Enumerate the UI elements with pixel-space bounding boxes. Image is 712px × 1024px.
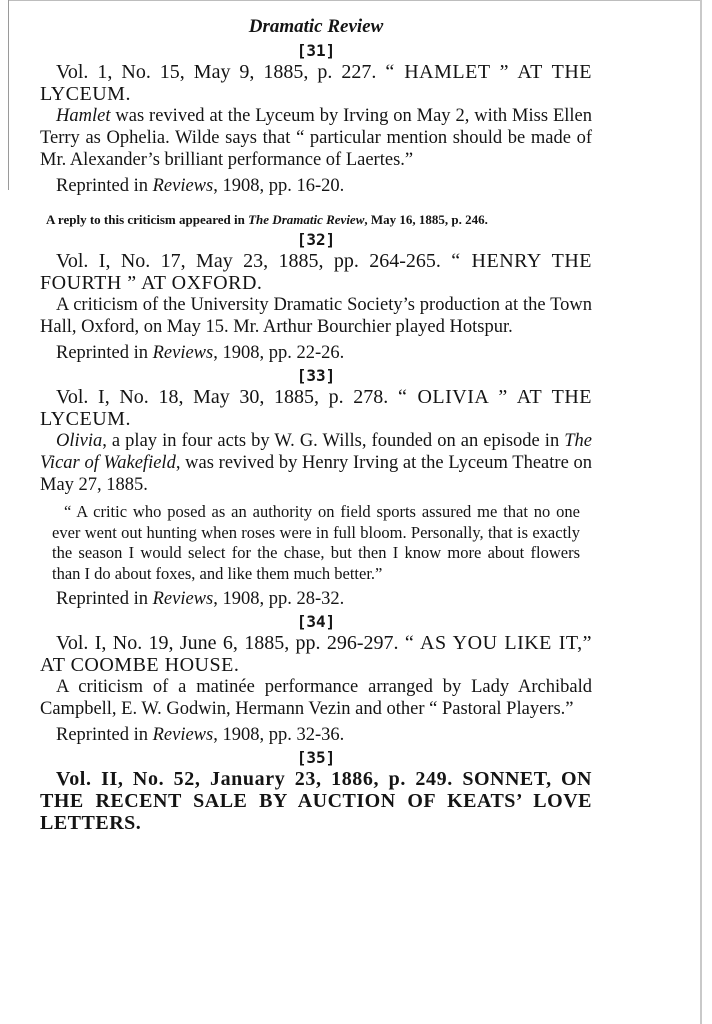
entry-description: A criticism of a matinée performance arranged by Lady Archibald Campbell, E. W. Godwin, Hermann Vezin and other “ Pastoral Players.”	[40, 677, 592, 719]
bibliography-page	[40, 16, 592, 834]
note-journal: The Dramatic Review	[248, 212, 365, 227]
reprint-title: Reviews	[152, 725, 214, 745]
reprint-line	[40, 724, 592, 746]
top-edge-rule	[8, 0, 702, 1]
entry-number: [31]	[296, 41, 336, 60]
reprint-pages: , 1908, pp. 28-32.	[213, 589, 345, 609]
heading-title: “ HAMLET ” AT THE LYCEUM.	[40, 61, 592, 105]
entry-34	[40, 612, 592, 746]
reprint-prefix: Reprinted in	[56, 725, 153, 745]
entry-heading	[40, 61, 592, 105]
reprint-prefix: Reprinted in	[56, 343, 153, 363]
footnote	[40, 211, 592, 228]
heading-citation: Vol. I, No. 18, May 30, 1885, p. 278.	[56, 386, 389, 408]
entry-heading	[40, 386, 592, 430]
heading-citation: Vol. I, No. 19, June 6, 1885, pp. 296-297.	[56, 632, 399, 654]
entry-description	[40, 430, 592, 496]
reprint-line	[40, 175, 592, 197]
heading-title: “ HENRY THE FOURTH ” AT OXFORD.	[40, 250, 592, 294]
entry-31	[40, 41, 592, 228]
left-edge-rule	[8, 0, 9, 190]
note-text: A reply to this criticism appeared in	[46, 212, 249, 227]
note-date: , May 16, 1885, p. 246.	[364, 212, 488, 227]
heading-title: SONNET, ON THE RECENT SALE BY AUCTION OF KEATS’ LOVE LETTERS.	[40, 768, 592, 834]
reprint-pages: , 1908, pp. 22-26.	[213, 343, 345, 363]
source-title: The Vicar of Wakefield	[40, 431, 592, 473]
entry-32	[40, 230, 592, 364]
description-text-end: , was revived by Henry Irving at the Lyceum Theatre on May 27, 1885.	[40, 453, 592, 495]
reprint-line	[40, 342, 592, 364]
entry-number: [34]	[296, 612, 336, 631]
reprint-pages: , 1908, pp. 32-36.	[213, 725, 345, 745]
entry-number: [33]	[296, 366, 336, 385]
work-title: Hamlet	[56, 106, 111, 126]
reprint-title: Reviews	[152, 343, 214, 363]
work-title: Olivia	[56, 431, 103, 451]
reprint-prefix: Reprinted in	[56, 589, 153, 609]
running-head: Dramatic Review	[248, 16, 384, 37]
entry-number: [32]	[296, 230, 336, 249]
reprint-line	[40, 588, 592, 610]
right-edge-rule	[700, 0, 702, 1024]
heading-title: “ OLIVIA ” AT THE LYCEUM.	[40, 386, 593, 430]
entry-description	[40, 105, 592, 171]
entry-33	[40, 366, 592, 610]
reprint-title: Reviews	[152, 589, 214, 609]
entry-heading	[40, 768, 592, 834]
heading-citation: Vol. I, No. 17, May 23, 1885, pp. 264-265.	[56, 250, 441, 272]
heading-citation: Vol. 1, No. 15, May 9, 1885, p. 227.	[56, 61, 377, 83]
description-text: was revived at the Lyceum by Irving on May 2, with Miss Ellen Terry as Ophelia. Wilde says that “ particular mention should be made of Mr. Alexander’s brilliant performance of Laertes.”	[40, 106, 592, 170]
entry-heading	[40, 632, 592, 676]
reprint-title: Reviews	[152, 176, 214, 196]
block-quote: “ A critic who posed as an authority on field sports assured me that no one ever went out hunting when roses were in full bloom. Personally, that is exactly the season I would select for the chase, but then I know more about flowers than I do about foxes, and like them much better.”	[52, 502, 580, 583]
description-text: , a play in four acts by W. G. Wills, founded on an episode in	[102, 431, 565, 451]
entry-description: A criticism of the University Dramatic Society’s production at the Town Hall, Oxford, on May 15. Mr. Arthur Bourchier played Hotspur.	[40, 295, 592, 337]
heading-citation: Vol. II, No. 52, January 23, 1886, p. 249.	[56, 768, 453, 790]
reprint-pages: , 1908, pp. 16-20.	[213, 176, 345, 196]
entry-heading	[40, 250, 592, 294]
entry-35	[40, 748, 592, 834]
entry-number: [35]	[296, 748, 336, 767]
reprint-prefix: Reprinted in	[56, 176, 153, 196]
heading-title: “ AS YOU LIKE IT,” AT COOMBE HOUSE.	[40, 632, 592, 676]
